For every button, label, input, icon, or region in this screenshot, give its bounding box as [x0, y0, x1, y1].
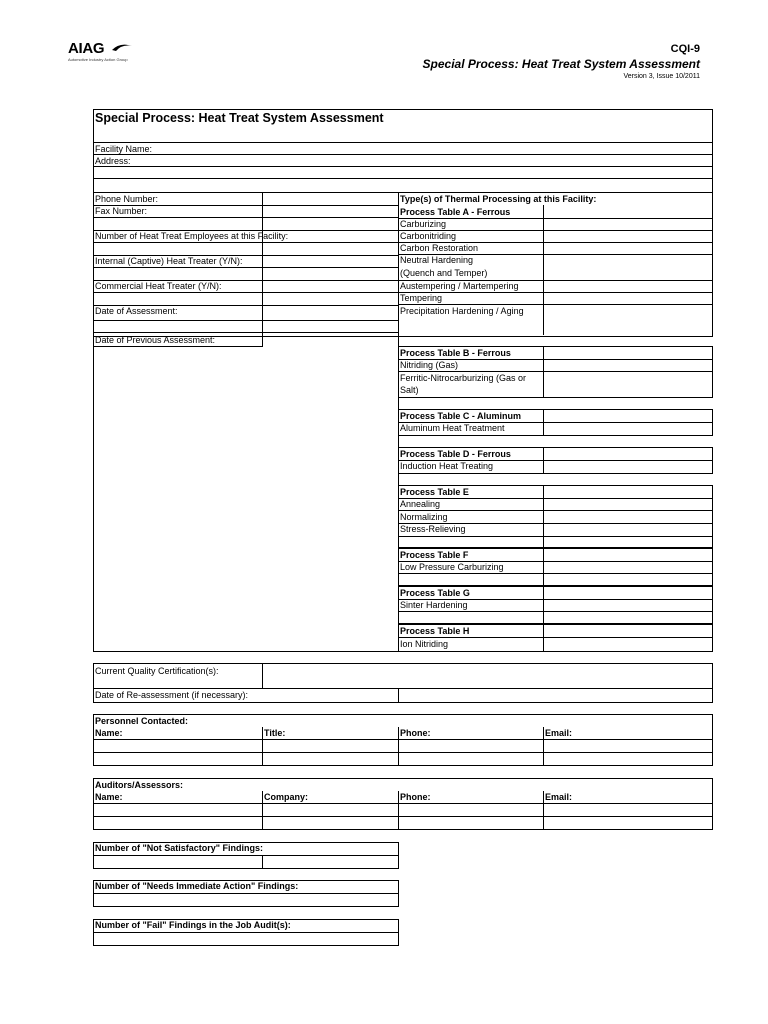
- auditors-box: [93, 778, 713, 830]
- fax-label: Fax Number:: [95, 206, 148, 216]
- list-item: Carburizing: [400, 219, 447, 229]
- list-item: Aluminum Heat Treatment: [400, 423, 505, 433]
- document-title: Special Process: Heat Treat System Assessment: [422, 57, 700, 71]
- form-title: Special Process: Heat Treat System Assessment: [95, 111, 384, 125]
- table-h-title: Process Table H: [400, 626, 470, 636]
- aiag-logo: AIAG: [68, 40, 105, 57]
- auditors-col-name: Name:: [95, 792, 123, 802]
- date-assessment-label: Date of Assessment:: [95, 306, 178, 316]
- list-item: Stress-Relieving: [400, 524, 466, 534]
- table-g-title: Process Table G: [400, 588, 470, 598]
- list-item: Carbon Restoration: [400, 243, 479, 253]
- personnel-col-name: Name:: [95, 728, 123, 738]
- commercial-label: Commercial Heat Treater (Y/N):: [95, 281, 222, 291]
- personnel-title: Personnel Contacted:: [95, 716, 189, 726]
- list-item: Induction Heat Treating: [400, 461, 494, 471]
- document-version: Version 3, Issue 10/2011: [623, 73, 700, 80]
- date-previous-label: Date of Previous Assessment:: [95, 335, 216, 345]
- table-e-title: Process Table E: [400, 487, 469, 497]
- document-code: CQI-9: [670, 43, 700, 55]
- phone-label: Phone Number:: [95, 194, 159, 204]
- not-satisfactory-label: Number of "Not Satisfactory" Findings:: [95, 843, 264, 853]
- auditors-col-phone: Phone:: [400, 792, 431, 802]
- personnel-col-title: Title:: [264, 728, 286, 738]
- reassessment-label: Date of Re-assessment (if necessary):: [95, 690, 249, 700]
- list-item: Annealing: [400, 499, 441, 509]
- auditors-col-email: Email:: [545, 792, 573, 802]
- facility-name-label: Facility Name:: [95, 144, 153, 154]
- list-item: Austempering / Martempering: [400, 281, 519, 291]
- previous-assessment-box: [93, 332, 399, 652]
- employees-label: Number of Heat Treat Employees at this Facility:: [95, 231, 289, 241]
- fail-findings-label: Number of "Fail" Findings in the Job Audit(s):: [95, 920, 291, 930]
- list-item: Precipitation Hardening / Aging: [400, 306, 524, 316]
- address-label: Address:: [95, 156, 131, 166]
- table-d-title: Process Table D - Ferrous: [400, 449, 511, 459]
- list-item: Low Pressure Carburizing: [400, 562, 504, 572]
- processing-heading: Type(s) of Thermal Processing at this Facility:: [400, 194, 597, 204]
- immediate-action-label: Number of "Needs Immediate Action" Findings:: [95, 881, 299, 891]
- list-item: Nitriding (Gas): [400, 360, 459, 370]
- list-item: Salt): [400, 385, 419, 395]
- personnel-col-phone: Phone:: [400, 728, 431, 738]
- list-item: Ferritic-Nitrocarburizing (Gas or: [400, 373, 527, 383]
- list-item: Normalizing: [400, 512, 448, 522]
- list-item: Tempering: [400, 293, 443, 303]
- captive-label: Internal (Captive) Heat Treater (Y/N):: [95, 256, 243, 266]
- list-item: Sinter Hardening: [400, 600, 468, 610]
- current-certification-label: Current Quality Certification(s):: [95, 666, 219, 676]
- logo-swoosh-icon: [112, 42, 132, 52]
- logo-subtitle: Automotive Industry Action Group: [68, 57, 128, 62]
- table-f-title: Process Table F: [400, 550, 469, 560]
- auditors-col-company: Company:: [264, 792, 309, 802]
- list-item: Carbonitriding: [400, 231, 457, 241]
- table-a-title: Process Table A - Ferrous: [400, 207, 511, 217]
- list-item: Neutral Hardening: [400, 255, 474, 265]
- table-c-title: Process Table C - Aluminum: [400, 411, 522, 421]
- auditors-title: Auditors/Assessors:: [95, 780, 184, 790]
- table-b-title: Process Table B - Ferrous: [400, 348, 511, 358]
- list-item: Ion Nitriding: [400, 639, 449, 649]
- personnel-col-email: Email:: [545, 728, 573, 738]
- list-item: (Quench and Temper): [400, 268, 488, 278]
